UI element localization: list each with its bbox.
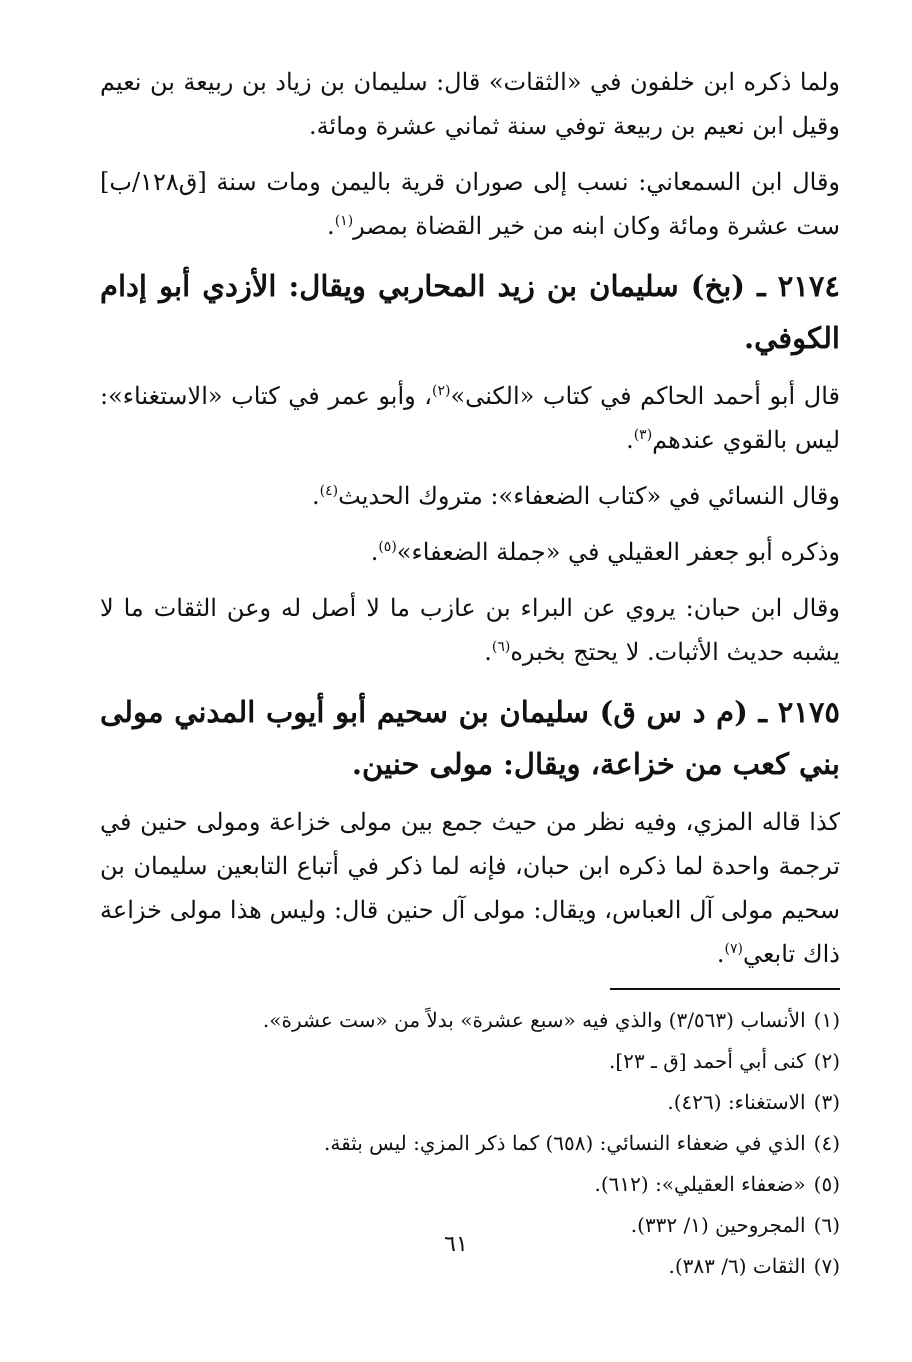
footnote-4	[100, 1127, 840, 1160]
footnote-text: الأنساب (٣/٥٦٣) والذي فيه «سبع عشرة» بدلاً من «ست عشرة».	[262, 1008, 806, 1032]
footnote-number: (٢)	[813, 1049, 840, 1073]
punctuation: .	[484, 638, 492, 666]
footnote-number: (٣)	[813, 1090, 840, 1114]
footnote-number: (٤)	[813, 1131, 840, 1155]
footnote-text: كنى أبي أحمد [ق ـ ٢٣].	[609, 1049, 806, 1073]
paragraph-uqayli	[100, 530, 840, 574]
footnote-text: «ضعفاء العقيلي»: (٦١٢).	[594, 1172, 806, 1196]
footnote-3	[100, 1086, 840, 1119]
punctuation: .	[312, 482, 320, 510]
footnote-text: الذي في ضعفاء النسائي: (٦٥٨) كما ذكر المزي: ليس بثقة.	[323, 1131, 806, 1155]
paragraph-hakim	[100, 374, 840, 462]
paragraph-nasai	[100, 474, 840, 518]
footnote-ref[interactable]: (٤)	[319, 483, 339, 499]
paragraph-text: وقال ابن السمعاني: نسب إلى صوران قرية باليمن ومات سنة [ق١٢٨/ب] ست عشرة ومائة وكان ابنه من خير القضاة بمصر	[100, 168, 841, 240]
paragraph-text: قال أبو أحمد الحاكم في كتاب «الكنى»	[450, 382, 840, 410]
paragraph-text: كذا قاله المزي، وفيه نظر من حيث جمع بين مولى خزاعة ومولى حنين في ترجمة واحدة لما ذكره ابن حبان، فإنه لما ذكر في أتباع التابعين سليمان بن سحيم مولى آل العباس، ويقال: مولى آل حنين قال: وليس هذا مولى خزاعة ذاك تابعي	[100, 808, 840, 968]
paragraph-mizzi	[100, 800, 840, 976]
entry-heading-2174: ٢١٧٤ ـ (بخ) سليمان بن زيد المحاربي ويقال: الأزدي أبو إدام الكوفي.	[100, 269, 840, 355]
footnote-ref[interactable]: (٧)	[724, 941, 743, 957]
footnote-text: الاستغناء: (٤٢٦).	[667, 1090, 806, 1114]
footnote-2	[100, 1045, 840, 1078]
footnote-separator	[610, 988, 840, 990]
punctuation: .	[327, 212, 335, 240]
paragraph-text: وقال ابن حبان: يروي عن البراء بن عازب ما لا أصل له وعن الثقات ما لا يشبه حديث الأثبات. لا يحتج بخبره	[100, 594, 840, 666]
paragraph-ibn-samani	[100, 160, 840, 248]
footnote-number: (١)	[813, 1008, 840, 1032]
punctuation: .	[626, 426, 634, 454]
footnote-text: المجروحين (١/ ٣٣٢).	[630, 1213, 806, 1237]
footnote-ref[interactable]: (١)	[334, 213, 354, 229]
footnote-ref[interactable]: (٦)	[491, 639, 511, 655]
footnote-ref[interactable]: (٣)	[633, 427, 653, 443]
paragraph-text: وذكره أبو جعفر العقيلي في «جملة الضعفاء»	[396, 538, 840, 566]
paragraph-text: ولما ذكره ابن خلفون في «الثقات» قال: سليمان بن زياد بن ربيعة بن نعيم وقيل ابن نعيم بن ربيعة توفي سنة ثماني عشرة ومائة.	[100, 68, 840, 140]
entry-heading-2175: ٢١٧٥ ـ (م د س ق) سليمان بن سحيم أبو أيوب المدني مولى بني كعب من خزاعة، ويقال: مولى حنين.	[100, 695, 840, 781]
footnote-5	[100, 1168, 840, 1201]
paragraph-text: وقال النسائي في «كتاب الضعفاء»: متروك الحديث	[338, 482, 840, 510]
footnote-number: (٧)	[813, 1254, 840, 1278]
page-number: ٦١	[444, 1232, 468, 1257]
footnote-1	[100, 1004, 840, 1037]
paragraph-ibn-hibban	[100, 586, 840, 674]
footnote-ref[interactable]: (٢)	[432, 383, 451, 399]
punctuation: .	[716, 940, 725, 968]
paragraph-text: ، وأبو عمر في كتاب «الاستغناء»: ليس بالقوي عندهم	[100, 382, 840, 454]
footnote-text: الثقات (٦/ ٣٨٣).	[668, 1254, 806, 1278]
punctuation: .	[370, 538, 379, 566]
footnote-number: (٦)	[813, 1213, 840, 1237]
paragraph-ibn-khalfun	[100, 60, 840, 148]
footnote-number: (٥)	[813, 1172, 840, 1196]
book-page	[100, 60, 840, 1320]
footnote-ref[interactable]: (٥)	[378, 539, 397, 555]
